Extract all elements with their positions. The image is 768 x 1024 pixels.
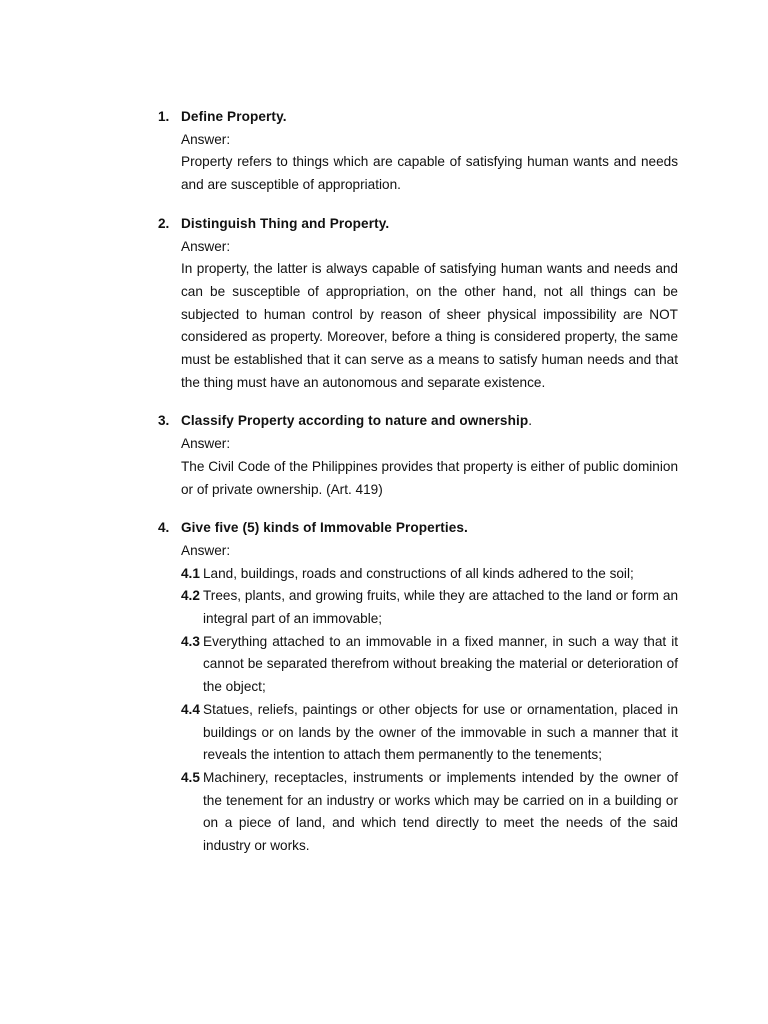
list-item-number: 4.4 [181, 701, 200, 717]
qa-document [158, 106, 678, 858]
list-item [181, 767, 678, 858]
question-heading [181, 517, 678, 540]
question-number: 1. [158, 109, 170, 124]
list-item [181, 631, 678, 699]
list-item-number: 4.1 [181, 565, 200, 581]
list-item-text: Statues, reliefs, paintings or other objects for use or ornamentation, placed in buildings or on lands by the owner of the immovable in such a manner that it reveals the intention to attach them permanently to the tenements; [203, 701, 678, 763]
list-item-text: Machinery, receptacles, instruments or implements intended by the owner of the tenement for an industry or works which may be carried on in a building or on a piece of land, and which tend directly to meet the needs of the said industry or works. [203, 769, 678, 854]
list-item [181, 699, 678, 767]
question-number: 4. [158, 520, 170, 536]
question-title: Give five (5) kinds of Immovable Properties. [181, 520, 468, 536]
question-3 [158, 410, 678, 501]
question-2 [158, 213, 678, 395]
question-4 [158, 517, 678, 858]
answer-label: Answer: [181, 131, 231, 147]
list-item-text: Everything attached to an immovable in a fixed manner, in such a way that it cannot be separated therefrom without breaking the material or deterioration of the object; [203, 633, 678, 695]
answer-text: Property refers to things which are capable of satisfying human wants and needs and are susceptible of appropriation. [181, 154, 678, 193]
list-item-text: Trees, plants, and growing fruits, while they are attached to the land or form an integral part of an immovable; [203, 588, 678, 627]
question-1 [158, 106, 678, 197]
question-title: Distinguish Thing and Property. [181, 215, 390, 231]
question-title: Classify Property according to nature and ownership [181, 413, 529, 429]
list-item [181, 585, 678, 630]
list-item-number: 4.2 [181, 588, 200, 604]
list-item-text: Land, buildings, roads and constructions of all kinds adhered to the soil; [203, 565, 634, 581]
immovable-properties-list [181, 563, 678, 858]
answer-label: Answer: [181, 542, 231, 558]
question-title: Define Property. [181, 109, 287, 124]
answer-text: In property, the latter is always capable of satisfying human wants and needs and can be susceptible of appropriation, on the other hand, not all things can be subjected to human control by reason of sheer physical impossibility are NOT considered as property. Moreover, before a thing is considered property, the same must be established that it can serve as a means to satisfy human needs and that the thing must have an autonomous and separate existence. [181, 261, 678, 390]
question-heading [181, 106, 678, 129]
list-item-number: 4.5 [181, 769, 200, 785]
list-item [181, 563, 678, 586]
answer-label: Answer: [181, 436, 231, 452]
answer-text: The Civil Code of the Philippines provides that property is either of public dominion or of private ownership. (Art. 419) [181, 458, 678, 497]
list-item-number: 4.3 [181, 633, 200, 649]
question-heading [181, 410, 678, 433]
question-title-tail: . [528, 413, 533, 429]
question-number: 2. [158, 215, 170, 231]
answer-label: Answer: [181, 238, 231, 254]
question-heading [181, 213, 678, 236]
question-number: 3. [158, 413, 170, 429]
